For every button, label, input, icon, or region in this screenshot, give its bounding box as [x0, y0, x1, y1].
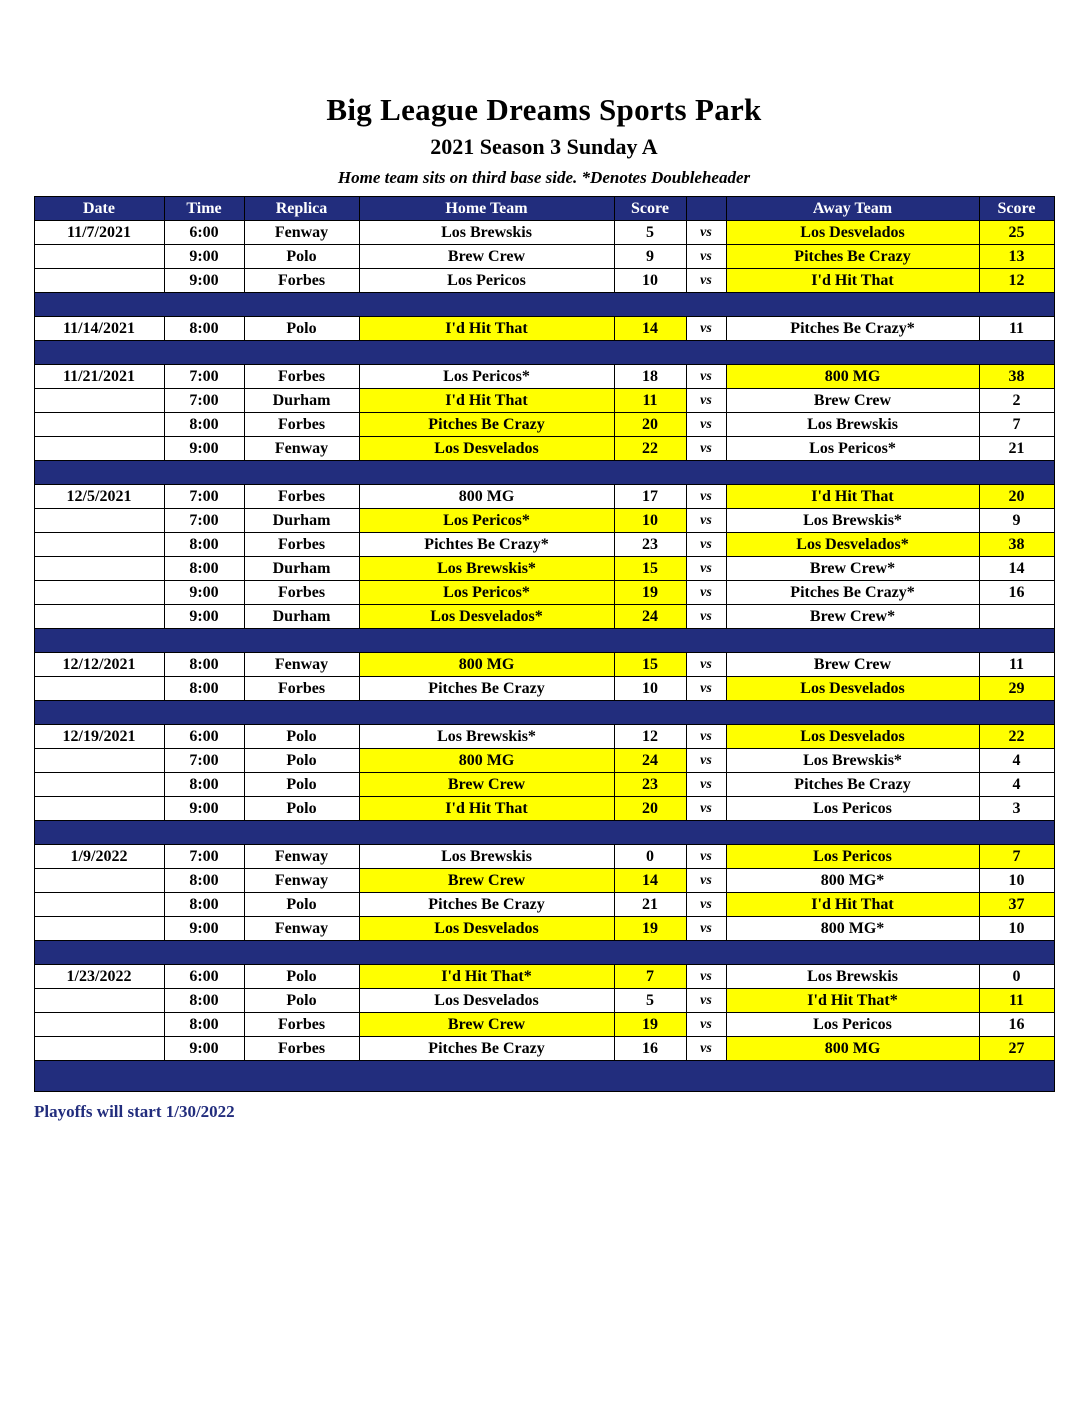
- game-row: [34, 677, 1054, 701]
- replica-cell: Forbes: [244, 269, 359, 293]
- page-subtitle: 2021 Season 3 Sunday A: [430, 134, 658, 159]
- vs-label: vs: [686, 221, 726, 245]
- away-score-cell: 38: [979, 533, 1054, 557]
- home-team-cell: Brew Crew: [359, 773, 614, 797]
- away-team-cell: Los Desvelados: [726, 221, 979, 245]
- away-team-cell: Los Desvelados: [726, 677, 979, 701]
- vs-label: vs: [686, 725, 726, 749]
- game-row: [34, 365, 1054, 389]
- time-cell: 8:00: [164, 677, 244, 701]
- away-score-cell: 0: [979, 965, 1054, 989]
- separator-row: [34, 293, 1054, 317]
- date-cell: 11/7/2021: [34, 221, 164, 245]
- game-row: [34, 749, 1054, 773]
- date-cell: [34, 557, 164, 581]
- home-score-cell: 20: [614, 413, 686, 437]
- away-team-cell: Brew Crew: [726, 653, 979, 677]
- home-score-cell: 19: [614, 1013, 686, 1037]
- date-cell: [34, 437, 164, 461]
- replica-cell: Polo: [244, 797, 359, 821]
- header-replica: Replica: [244, 197, 359, 221]
- away-score-cell: 16: [979, 1013, 1054, 1037]
- game-row: [34, 389, 1054, 413]
- away-score-cell: 12: [979, 269, 1054, 293]
- away-team-cell: 800 MG: [726, 365, 979, 389]
- game-row: [34, 581, 1054, 605]
- vs-label: vs: [686, 533, 726, 557]
- replica-cell: Polo: [244, 989, 359, 1013]
- playoffs-note: Playoffs will start 1/30/2022: [34, 1102, 235, 1121]
- time-cell: 9:00: [164, 605, 244, 629]
- date-cell: 11/14/2021: [34, 317, 164, 341]
- vs-label: vs: [686, 557, 726, 581]
- home-team-cell: I'd Hit That: [359, 797, 614, 821]
- vs-label: vs: [686, 365, 726, 389]
- away-team-cell: Los Pericos: [726, 845, 979, 869]
- vs-label: vs: [686, 605, 726, 629]
- home-team-cell: 800 MG: [359, 485, 614, 509]
- replica-cell: Fenway: [244, 917, 359, 941]
- replica-cell: Durham: [244, 389, 359, 413]
- replica-cell: Polo: [244, 725, 359, 749]
- time-cell: 9:00: [164, 269, 244, 293]
- replica-cell: Forbes: [244, 581, 359, 605]
- time-cell: 7:00: [164, 485, 244, 509]
- date-cell: 12/12/2021: [34, 653, 164, 677]
- away-score-cell: 7: [979, 845, 1054, 869]
- home-score-cell: 9: [614, 245, 686, 269]
- game-row: [34, 1013, 1054, 1037]
- vs-label: vs: [686, 653, 726, 677]
- page-note: Home team sits on third base side. *Denotes Doubleheader: [337, 168, 751, 187]
- replica-cell: Polo: [244, 749, 359, 773]
- vs-label: vs: [686, 1013, 726, 1037]
- time-cell: 6:00: [164, 725, 244, 749]
- time-cell: 9:00: [164, 917, 244, 941]
- away-team-cell: Brew Crew*: [726, 557, 979, 581]
- header-time: Time: [164, 197, 244, 221]
- away-score-cell: 29: [979, 677, 1054, 701]
- away-score-cell: 21: [979, 437, 1054, 461]
- away-score-cell: 37: [979, 893, 1054, 917]
- replica-cell: Polo: [244, 317, 359, 341]
- home-team-cell: 800 MG: [359, 749, 614, 773]
- home-score-cell: 22: [614, 437, 686, 461]
- home-score-cell: 10: [614, 677, 686, 701]
- away-score-cell: 13: [979, 245, 1054, 269]
- away-team-cell: 800 MG: [726, 1037, 979, 1061]
- game-row: [34, 245, 1054, 269]
- date-cell: [34, 581, 164, 605]
- separator-cell: [34, 629, 1054, 653]
- away-score-cell: 9: [979, 509, 1054, 533]
- schedule-table-header: [34, 197, 1054, 221]
- replica-cell: Forbes: [244, 1037, 359, 1061]
- game-row: [34, 221, 1054, 245]
- replica-cell: Forbes: [244, 485, 359, 509]
- away-team-cell: I'd Hit That*: [726, 989, 979, 1013]
- away-team-cell: I'd Hit That: [726, 485, 979, 509]
- time-cell: 9:00: [164, 1037, 244, 1061]
- header-away-team: Away Team: [726, 197, 979, 221]
- home-score-cell: 16: [614, 1037, 686, 1061]
- header-away-score: Score: [979, 197, 1054, 221]
- vs-label: vs: [686, 245, 726, 269]
- home-score-cell: 10: [614, 509, 686, 533]
- date-cell: [34, 509, 164, 533]
- away-score-cell: 10: [979, 917, 1054, 941]
- away-score-cell: 10: [979, 869, 1054, 893]
- replica-cell: Durham: [244, 509, 359, 533]
- away-score-cell: 11: [979, 653, 1054, 677]
- game-row: [34, 869, 1054, 893]
- away-team-cell: Los Pericos: [726, 797, 979, 821]
- away-team-cell: Los Desvelados: [726, 725, 979, 749]
- home-score-cell: 21: [614, 893, 686, 917]
- away-team-cell: Pitches Be Crazy*: [726, 317, 979, 341]
- home-score-cell: 23: [614, 773, 686, 797]
- home-team-cell: Los Brewskis*: [359, 725, 614, 749]
- game-row: [34, 917, 1054, 941]
- separator-row: [34, 341, 1054, 365]
- home-score-cell: 10: [614, 269, 686, 293]
- away-score-cell: 38: [979, 365, 1054, 389]
- date-cell: [34, 677, 164, 701]
- game-row: [34, 317, 1054, 341]
- away-team-cell: Pitches Be Crazy*: [726, 581, 979, 605]
- vs-label: vs: [686, 893, 726, 917]
- date-cell: 12/5/2021: [34, 485, 164, 509]
- away-team-cell: Los Brewskis*: [726, 509, 979, 533]
- date-cell: [34, 989, 164, 1013]
- away-team-cell: Brew Crew: [726, 389, 979, 413]
- date-cell: [34, 1013, 164, 1037]
- time-cell: 8:00: [164, 317, 244, 341]
- time-cell: 7:00: [164, 509, 244, 533]
- schedule-table: [34, 196, 1055, 1092]
- game-row: [34, 413, 1054, 437]
- home-team-cell: Brew Crew: [359, 869, 614, 893]
- page-title: Big League Dreams Sports Park: [326, 92, 762, 127]
- time-cell: 6:00: [164, 965, 244, 989]
- home-score-cell: 7: [614, 965, 686, 989]
- game-row: [34, 509, 1054, 533]
- home-team-cell: Pitches Be Crazy: [359, 893, 614, 917]
- vs-label: vs: [686, 917, 726, 941]
- game-row: [34, 1037, 1054, 1061]
- vs-label: vs: [686, 797, 726, 821]
- time-cell: 7:00: [164, 389, 244, 413]
- date-cell: 1/23/2022: [34, 965, 164, 989]
- separator-cell: [34, 293, 1054, 317]
- date-cell: [34, 533, 164, 557]
- time-cell: 8:00: [164, 557, 244, 581]
- game-row: [34, 533, 1054, 557]
- vs-label: vs: [686, 845, 726, 869]
- separator-cell: [34, 1061, 1054, 1092]
- home-score-cell: 18: [614, 365, 686, 389]
- vs-label: vs: [686, 869, 726, 893]
- header-vs: [686, 197, 726, 221]
- game-row: [34, 989, 1054, 1013]
- vs-label: vs: [686, 269, 726, 293]
- time-cell: 9:00: [164, 797, 244, 821]
- home-team-cell: Los Brewskis: [359, 845, 614, 869]
- game-row: [34, 845, 1054, 869]
- separator-row: [34, 821, 1054, 845]
- home-team-cell: Pitches Be Crazy: [359, 1037, 614, 1061]
- vs-label: vs: [686, 437, 726, 461]
- replica-cell: Polo: [244, 965, 359, 989]
- home-team-cell: 800 MG: [359, 653, 614, 677]
- away-score-cell: 14: [979, 557, 1054, 581]
- header-home-score: Score: [614, 197, 686, 221]
- replica-cell: Fenway: [244, 437, 359, 461]
- home-team-cell: Los Brewskis*: [359, 557, 614, 581]
- replica-cell: Fenway: [244, 869, 359, 893]
- home-score-cell: 5: [614, 989, 686, 1013]
- home-score-cell: 20: [614, 797, 686, 821]
- home-score-cell: 11: [614, 389, 686, 413]
- game-row: [34, 725, 1054, 749]
- home-score-cell: 24: [614, 749, 686, 773]
- away-team-cell: Los Desvelados*: [726, 533, 979, 557]
- vs-label: vs: [686, 389, 726, 413]
- time-cell: 7:00: [164, 845, 244, 869]
- date-cell: [34, 605, 164, 629]
- game-row: [34, 605, 1054, 629]
- game-row: [34, 653, 1054, 677]
- time-cell: 8:00: [164, 533, 244, 557]
- home-score-cell: 14: [614, 317, 686, 341]
- game-row: [34, 893, 1054, 917]
- away-team-cell: Pitches Be Crazy: [726, 245, 979, 269]
- date-cell: [34, 389, 164, 413]
- time-cell: 8:00: [164, 413, 244, 437]
- away-score-cell: [979, 605, 1054, 629]
- vs-label: vs: [686, 581, 726, 605]
- date-cell: 11/21/2021: [34, 365, 164, 389]
- date-cell: [34, 869, 164, 893]
- separator-cell: [34, 461, 1054, 485]
- separator-cell: [34, 701, 1054, 725]
- home-score-cell: 17: [614, 485, 686, 509]
- away-score-cell: 4: [979, 773, 1054, 797]
- home-team-cell: Los Pericos*: [359, 365, 614, 389]
- away-team-cell: Los Pericos: [726, 1013, 979, 1037]
- vs-label: vs: [686, 749, 726, 773]
- time-cell: 8:00: [164, 773, 244, 797]
- game-row: [34, 797, 1054, 821]
- away-team-cell: Los Brewskis: [726, 965, 979, 989]
- away-score-cell: 7: [979, 413, 1054, 437]
- away-score-cell: 2: [979, 389, 1054, 413]
- home-team-cell: Pitches Be Crazy: [359, 413, 614, 437]
- home-score-cell: 14: [614, 869, 686, 893]
- date-cell: 12/19/2021: [34, 725, 164, 749]
- time-cell: 6:00: [164, 221, 244, 245]
- replica-cell: Polo: [244, 245, 359, 269]
- replica-cell: Forbes: [244, 365, 359, 389]
- home-team-cell: Brew Crew: [359, 245, 614, 269]
- home-team-cell: Pichtes Be Crazy*: [359, 533, 614, 557]
- home-team-cell: Los Pericos*: [359, 581, 614, 605]
- vs-label: vs: [686, 773, 726, 797]
- away-score-cell: 11: [979, 317, 1054, 341]
- away-score-cell: 25: [979, 221, 1054, 245]
- home-team-cell: Los Desvelados: [359, 437, 614, 461]
- vs-label: vs: [686, 677, 726, 701]
- away-team-cell: Los Brewskis: [726, 413, 979, 437]
- time-cell: 8:00: [164, 893, 244, 917]
- separator-row: [34, 701, 1054, 725]
- home-score-cell: 0: [614, 845, 686, 869]
- away-team-cell: 800 MG*: [726, 869, 979, 893]
- home-score-cell: 12: [614, 725, 686, 749]
- replica-cell: Polo: [244, 893, 359, 917]
- date-cell: [34, 749, 164, 773]
- separator-row: [34, 941, 1054, 965]
- time-cell: 8:00: [164, 653, 244, 677]
- time-cell: 8:00: [164, 1013, 244, 1037]
- separator-cell: [34, 941, 1054, 965]
- separator-row: [34, 461, 1054, 485]
- vs-label: vs: [686, 989, 726, 1013]
- away-team-cell: I'd Hit That: [726, 269, 979, 293]
- home-team-cell: Brew Crew: [359, 1013, 614, 1037]
- away-score-cell: 27: [979, 1037, 1054, 1061]
- replica-cell: Fenway: [244, 845, 359, 869]
- replica-cell: Forbes: [244, 413, 359, 437]
- home-team-cell: I'd Hit That*: [359, 965, 614, 989]
- game-row: [34, 557, 1054, 581]
- home-score-cell: 15: [614, 653, 686, 677]
- date-cell: [34, 413, 164, 437]
- away-team-cell: Los Pericos*: [726, 437, 979, 461]
- game-row: [34, 773, 1054, 797]
- time-cell: 9:00: [164, 437, 244, 461]
- header-home-team: Home Team: [359, 197, 614, 221]
- time-cell: 8:00: [164, 989, 244, 1013]
- away-score-cell: 20: [979, 485, 1054, 509]
- date-cell: [34, 917, 164, 941]
- away-score-cell: 3: [979, 797, 1054, 821]
- home-score-cell: 23: [614, 533, 686, 557]
- away-team-cell: Los Brewskis*: [726, 749, 979, 773]
- time-cell: 7:00: [164, 365, 244, 389]
- vs-label: vs: [686, 485, 726, 509]
- replica-cell: Durham: [244, 605, 359, 629]
- game-row: [34, 437, 1054, 461]
- home-team-cell: Los Pericos*: [359, 509, 614, 533]
- date-cell: [34, 797, 164, 821]
- vs-label: vs: [686, 965, 726, 989]
- home-score-cell: 19: [614, 917, 686, 941]
- away-score-cell: 22: [979, 725, 1054, 749]
- separator-cell: [34, 341, 1054, 365]
- separator-row: [34, 629, 1054, 653]
- vs-label: vs: [686, 509, 726, 533]
- time-cell: 9:00: [164, 245, 244, 269]
- replica-cell: Forbes: [244, 1013, 359, 1037]
- time-cell: 7:00: [164, 749, 244, 773]
- date-cell: 1/9/2022: [34, 845, 164, 869]
- time-cell: 9:00: [164, 581, 244, 605]
- home-team-cell: Pitches Be Crazy: [359, 677, 614, 701]
- replica-cell: Fenway: [244, 221, 359, 245]
- away-score-cell: 11: [979, 989, 1054, 1013]
- vs-label: vs: [686, 1037, 726, 1061]
- replica-cell: Durham: [244, 557, 359, 581]
- away-team-cell: Pitches Be Crazy: [726, 773, 979, 797]
- separator-cell: [34, 821, 1054, 845]
- away-score-cell: 16: [979, 581, 1054, 605]
- home-score-cell: 5: [614, 221, 686, 245]
- vs-label: vs: [686, 413, 726, 437]
- home-score-cell: 19: [614, 581, 686, 605]
- game-row: [34, 965, 1054, 989]
- replica-cell: Polo: [244, 773, 359, 797]
- home-team-cell: Los Desvelados: [359, 989, 614, 1013]
- replica-cell: Forbes: [244, 533, 359, 557]
- replica-cell: Fenway: [244, 653, 359, 677]
- game-row: [34, 485, 1054, 509]
- home-team-cell: I'd Hit That: [359, 317, 614, 341]
- header-date: Date: [34, 197, 164, 221]
- away-score-cell: 4: [979, 749, 1054, 773]
- game-row: [34, 269, 1054, 293]
- away-team-cell: Brew Crew*: [726, 605, 979, 629]
- date-cell: [34, 269, 164, 293]
- home-team-cell: I'd Hit That: [359, 389, 614, 413]
- date-cell: [34, 1037, 164, 1061]
- away-team-cell: 800 MG*: [726, 917, 979, 941]
- header-row: [34, 197, 1054, 221]
- time-cell: 8:00: [164, 869, 244, 893]
- date-cell: [34, 773, 164, 797]
- home-team-cell: Los Brewskis: [359, 221, 614, 245]
- away-team-cell: I'd Hit That: [726, 893, 979, 917]
- date-cell: [34, 245, 164, 269]
- home-score-cell: 15: [614, 557, 686, 581]
- schedule-table-body: [34, 221, 1054, 1092]
- home-team-cell: Los Pericos: [359, 269, 614, 293]
- home-team-cell: Los Desvelados*: [359, 605, 614, 629]
- separator-row: [34, 1061, 1054, 1092]
- home-score-cell: 24: [614, 605, 686, 629]
- date-cell: [34, 893, 164, 917]
- replica-cell: Forbes: [244, 677, 359, 701]
- home-team-cell: Los Desvelados: [359, 917, 614, 941]
- vs-label: vs: [686, 317, 726, 341]
